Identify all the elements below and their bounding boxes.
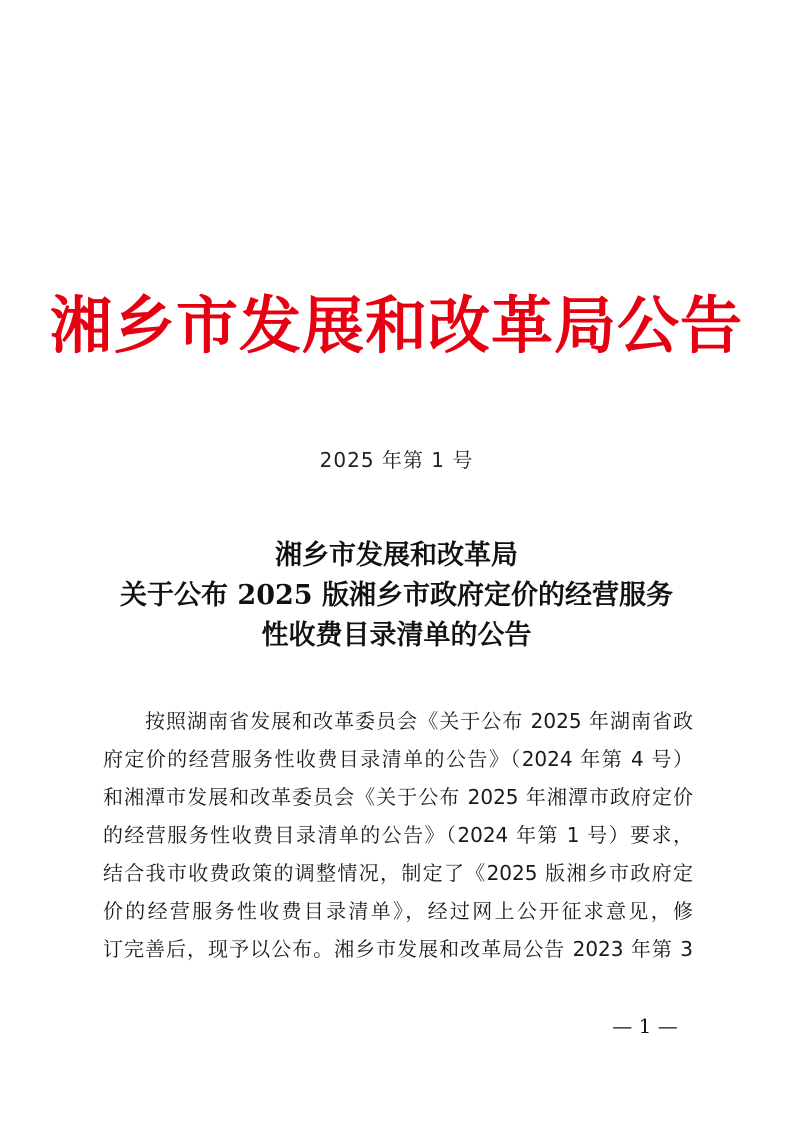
body-line: 和湘潭市发展和改革委员会《关于公布 2025 年湘潭市政府定价	[103, 785, 693, 809]
title-line: 湘乡市发展和改革局	[275, 540, 518, 571]
page-number: — 1 —	[612, 1014, 678, 1038]
body-line: 府定价的经营服务性收费目录清单的公告》（2024 年第 4 号）	[103, 747, 693, 771]
title-line: 关于公布 2025 版湘乡市政府定价的经营服务	[120, 580, 673, 611]
document-title	[0, 536, 793, 656]
body-line: 结合我市收费政策的调整情况，制定了《2025 版湘乡市政府定	[103, 861, 693, 885]
body-paragraph	[103, 702, 693, 968]
title-line: 性收费目录清单的公告	[261, 620, 532, 651]
document-number: 2025 年第 1 号	[319, 448, 474, 472]
body-line: 按照湖南省发展和改革委员会《关于公布 2025 年湖南省政	[145, 709, 693, 733]
body-line: 订完善后，现予以公布。湘乡市发展和改革局公告 2023 年第 3	[103, 937, 693, 961]
body-line: 价的经营服务性收费目录清单》，经过网上公开征求意见，修	[103, 899, 693, 923]
masthead-title: 湘乡市发展和改革局公告	[49, 289, 743, 362]
body-line: 的经营服务性收费目录清单的公告》（2024 年第 1 号）要求，	[103, 823, 693, 847]
